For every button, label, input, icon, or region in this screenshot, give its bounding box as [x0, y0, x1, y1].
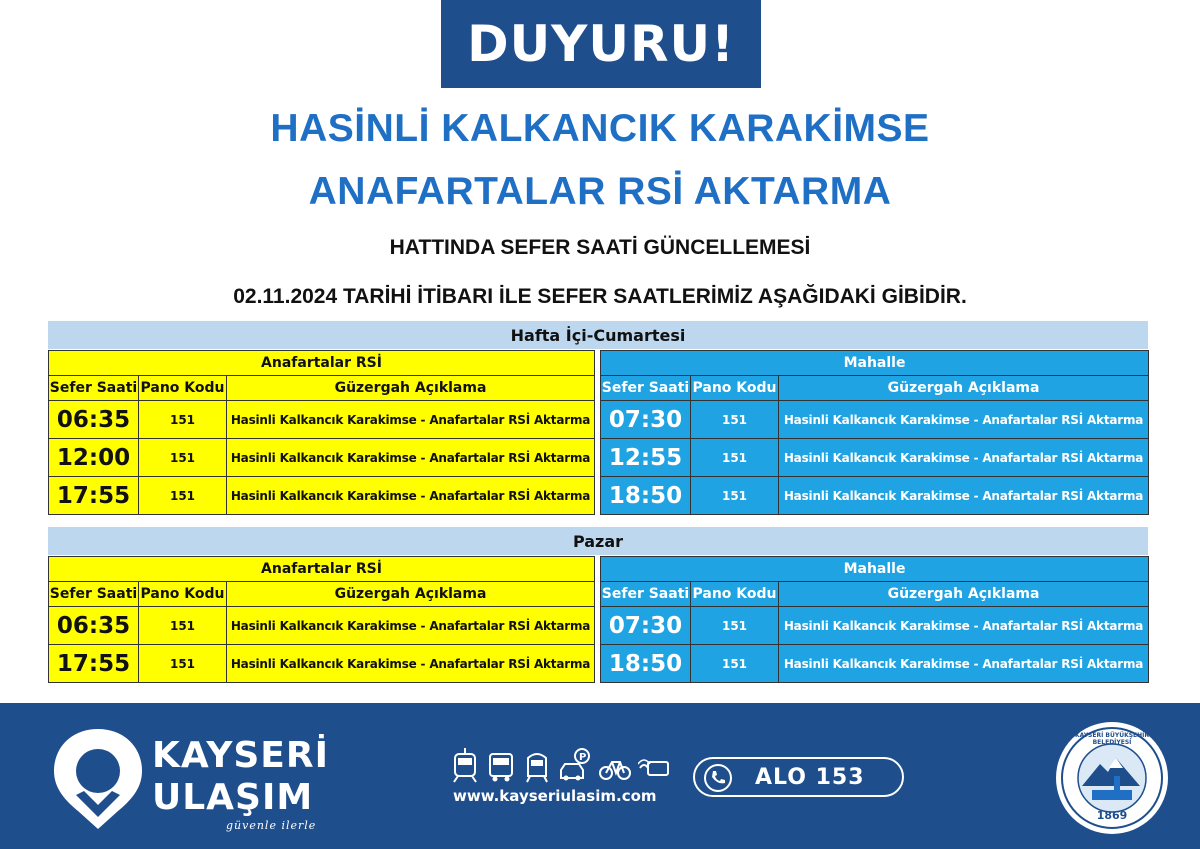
table-row	[601, 477, 1149, 515]
route-description: Hasinli Kalkancık Karakimse - Anafartalar RSİ Aktarma	[227, 401, 595, 439]
slogan: güvenle ilerle	[226, 819, 317, 832]
departure-time: 06:35	[49, 607, 139, 645]
sunday-anafartalar-table	[48, 556, 595, 683]
col-header-time: Sefer Saati	[49, 582, 139, 607]
departure-time: 06:35	[49, 401, 139, 439]
sunday-left-group-title: Anafartalar RSİ	[49, 557, 595, 582]
departure-time: 17:55	[49, 645, 139, 683]
route-title-line2: ANAFARTALAR RSİ AKTARMA	[308, 170, 892, 213]
sunday-schedule	[48, 527, 1148, 677]
route-description: Hasinli Kalkancık Karakimse - Anafartalar RSİ Aktarma	[227, 645, 595, 683]
phone-icon	[703, 763, 733, 793]
route-description: Hasinli Kalkancık Karakimse - Anafartalar RSİ Aktarma	[779, 439, 1149, 477]
route-code: 151	[139, 401, 227, 439]
route-description: Hasinli Kalkancık Karakimse - Anafartalar RSİ Aktarma	[227, 607, 595, 645]
sunday-mahalle-table	[600, 556, 1149, 683]
col-header-code: Pano Kodu	[139, 376, 227, 401]
departure-time: 12:55	[601, 439, 691, 477]
route-title-line1: HASİNLİ KALKANCIK KARAKİMSE	[270, 107, 930, 150]
table-row	[601, 607, 1149, 645]
sunday-section-title: Pazar	[48, 527, 1148, 555]
hotline-badge[interactable]	[693, 757, 904, 797]
col-header-code: Pano Kodu	[691, 582, 779, 607]
footer-band	[0, 703, 1200, 849]
departure-time: 07:30	[601, 607, 691, 645]
brand-line1: KAYSERİ	[152, 735, 330, 776]
col-header-desc: Güzergah Açıklama	[779, 376, 1149, 401]
col-header-time: Sefer Saati	[49, 376, 139, 401]
table-row	[49, 401, 595, 439]
seal-text: KAYSERİ BÜYÜKŞEHİR BELEDİYESİ	[1074, 732, 1150, 746]
route-description: Hasinli Kalkancık Karakimse - Anafartalar RSİ Aktarma	[779, 401, 1149, 439]
route-code: 151	[691, 439, 779, 477]
bicycle-icon	[598, 748, 632, 788]
website-link[interactable]: www.kayseriulasim.com	[453, 787, 657, 805]
col-header-time: Sefer Saati	[601, 582, 691, 607]
update-subtitle: HATTINDA SEFER SAATİ GÜNCELLEMESİ	[389, 236, 811, 259]
location-pin-logo-icon	[50, 725, 150, 833]
card-payment-icon	[638, 748, 672, 788]
route-code: 151	[691, 477, 779, 515]
municipality-seal	[1054, 720, 1170, 836]
route-code: 151	[139, 439, 227, 477]
parking-car-icon	[558, 748, 592, 788]
route-description: Hasinli Kalkancık Karakimse - Anafartalar RSİ Aktarma	[779, 477, 1149, 515]
brand-line2: ULAŞIM	[152, 777, 314, 818]
weekday-schedule	[48, 321, 1148, 509]
route-code: 151	[139, 477, 227, 515]
table-row	[601, 401, 1149, 439]
hotline-text: ALO 153	[755, 765, 865, 790]
metro-icon	[522, 748, 552, 788]
table-row	[49, 477, 595, 515]
table-row	[49, 439, 595, 477]
route-code: 151	[691, 607, 779, 645]
announcement-badge: DUYURU!	[441, 0, 761, 88]
route-code: 151	[691, 645, 779, 683]
weekday-left-group-title: Anafartalar RSİ	[49, 351, 595, 376]
col-header-code: Pano Kodu	[691, 376, 779, 401]
route-description: Hasinli Kalkancık Karakimse - Anafartalar RSİ Aktarma	[779, 607, 1149, 645]
route-description: Hasinli Kalkancık Karakimse - Anafartalar RSİ Aktarma	[779, 645, 1149, 683]
col-header-desc: Güzergah Açıklama	[227, 582, 595, 607]
seal-year: 1869	[1096, 809, 1128, 822]
table-row	[601, 439, 1149, 477]
weekday-mahalle-table	[600, 350, 1149, 515]
weekday-anafartalar-table	[48, 350, 595, 515]
weekday-right-group-title: Mahalle	[601, 351, 1149, 376]
col-header-desc: Güzergah Açıklama	[779, 582, 1149, 607]
route-description: Hasinli Kalkancık Karakimse - Anafartalar RSİ Aktarma	[227, 439, 595, 477]
route-description: Hasinli Kalkancık Karakimse - Anafartalar RSİ Aktarma	[227, 477, 595, 515]
svg-text:P: P	[579, 752, 587, 763]
table-row	[49, 645, 595, 683]
route-code: 151	[139, 607, 227, 645]
route-code: 151	[139, 645, 227, 683]
departure-time: 18:50	[601, 477, 691, 515]
departure-time: 18:50	[601, 645, 691, 683]
weekday-section-title: Hafta İçi-Cumartesi	[48, 321, 1148, 349]
tram-icon	[450, 748, 480, 788]
transport-icons	[450, 748, 670, 788]
sunday-right-group-title: Mahalle	[601, 557, 1149, 582]
route-code: 151	[691, 401, 779, 439]
departure-time: 12:00	[49, 439, 139, 477]
kayseri-ulasim-logo	[50, 725, 330, 835]
col-header-desc: Güzergah Açıklama	[227, 376, 595, 401]
departure-time: 07:30	[601, 401, 691, 439]
table-row	[601, 645, 1149, 683]
departure-time: 17:55	[49, 477, 139, 515]
bus-icon	[486, 748, 516, 788]
effective-date-notice: 02.11.2024 TARİHİ İTİBARI İLE SEFER SAATLERİMİZ AŞAĞIDAKİ GİBİDİR.	[233, 285, 967, 308]
col-header-time: Sefer Saati	[601, 376, 691, 401]
table-row	[49, 607, 595, 645]
col-header-code: Pano Kodu	[139, 582, 227, 607]
